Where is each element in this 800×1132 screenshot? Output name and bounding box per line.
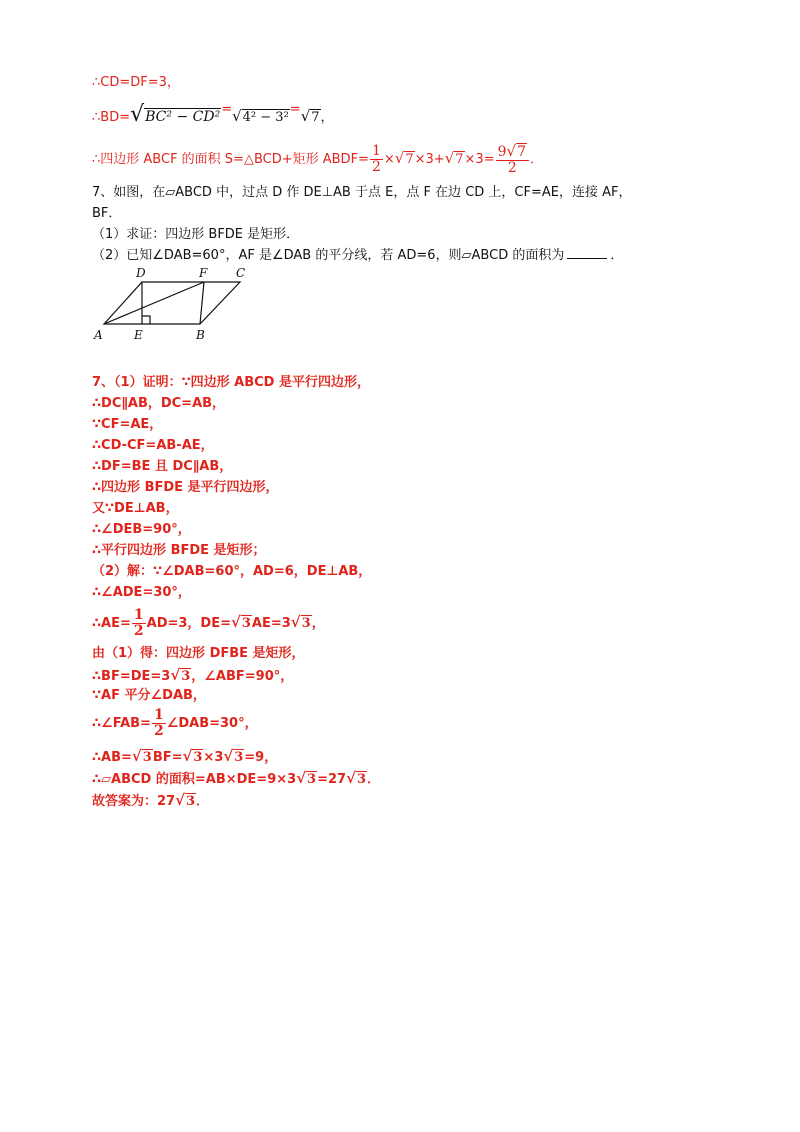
s16-fraction-half: $\frac{1}{2}$ (153, 707, 164, 739)
area-sqrt-2: √7 (444, 149, 464, 167)
solution-line-17 (92, 747, 277, 767)
label-f: F (199, 266, 208, 280)
parallelogram-abcd (104, 282, 240, 324)
answer-blank (567, 258, 607, 259)
label-c: C (236, 266, 246, 280)
solution-line-2: ∴DC∥AB，DC=AB， (92, 396, 226, 411)
solution-line-5: ∴DF=BE 且 DC∥AB， (92, 459, 233, 474)
label-e: E (134, 328, 143, 342)
part-2-end: ． (610, 248, 624, 263)
area-prefix: ∴四边形 ABCF 的面积 S=△BCD+矩形 ABDF= (92, 152, 369, 167)
bd-radical-2: √4² − 3² (232, 107, 289, 125)
s18-a: ∴▱ABCD 的面积=AB×DE=9×3 (92, 772, 297, 787)
segment-bf (200, 282, 204, 324)
s12-b: AD=3，DE= (146, 616, 231, 631)
s14-a: ∴BF=DE=3 (92, 669, 171, 684)
bd-eq-1: = (221, 102, 233, 117)
prev-line-cd-df: ∴CD=DF=3， (92, 75, 180, 90)
solution-line-10: （2）解：∵∠DAB=60°，AD=6，DE⊥AB， (92, 564, 372, 579)
solution-line-4: ∴CD-CF=AB-AE， (92, 438, 214, 453)
solution-line-12 (92, 604, 325, 640)
solution-line-16 (92, 706, 258, 742)
s12-a: ∴AE= (92, 616, 131, 631)
s18-sqrt-1: √3 (296, 769, 317, 787)
right-angle-mark (142, 316, 150, 324)
solution-answer-line (92, 791, 209, 811)
prev-line-bd (92, 100, 334, 130)
s17-c: ×3 (203, 750, 224, 765)
solution-line-1: 7、（1）证明：∵四边形 ABCD 是平行四边形， (92, 375, 370, 390)
bd-radical-3: √7 (300, 107, 320, 125)
s12-fraction-half: $\frac{1}{2}$ (133, 607, 144, 639)
parallelogram-figure (92, 264, 252, 344)
area-times: × (383, 152, 395, 167)
solution-line-11: ∴∠ADE=30°， (92, 585, 191, 600)
area-fraction-half: $\frac{1}{2}$ (371, 143, 381, 175)
s19-sqrt: √3 (175, 791, 195, 809)
s17-d: =9， (244, 750, 278, 765)
solution-line-18 (92, 769, 380, 789)
label-b: B (196, 328, 205, 342)
s17-sqrt-2: √3 (182, 747, 203, 765)
s12-sqrt-2: √3 (290, 613, 311, 631)
area-mid-3: ×3= (464, 152, 495, 167)
solution-line-9: ∴平行四边形 BFDE 是矩形； (92, 543, 266, 558)
area-sqrt-1: √7 (394, 149, 414, 167)
s16-a: ∴∠FAB= (92, 716, 151, 731)
s12-sqrt-1: √3 (231, 613, 251, 631)
s18-sqrt-2: √3 (346, 769, 366, 787)
bd-radical-1: √BC² − CD² (130, 102, 221, 127)
solution-line-8: ∴∠DEB=90°， (92, 522, 191, 537)
area-end: ． (530, 152, 544, 167)
s17-b: BF= (152, 750, 183, 765)
s12-c: AE=3 (251, 616, 291, 631)
s17-sqrt-3: √3 (223, 747, 244, 765)
label-a: A (94, 328, 103, 342)
s19-b: ． (196, 794, 210, 809)
solution-line-3: ∵CF=AE， (92, 417, 163, 432)
problem-statement-line-2: BF． (92, 206, 122, 221)
s18-c: ． (366, 772, 380, 787)
s19-a: 故答案为：27 (92, 794, 176, 809)
s17-sqrt-1: √3 (131, 747, 152, 765)
bd-prefix: ∴BD= (92, 110, 131, 125)
solution-line-7: 又∵DE⊥AB， (92, 501, 179, 516)
problem-statement-line-1: 7、如图，在▱ABCD 中，过点 D 作 DE⊥AB 于点 E，点 F 在边 CD 上，CF=AE，连接 AF， (92, 185, 632, 200)
solution-line-14 (92, 666, 293, 686)
solution-line-15: ∵AF 平分∠DAB， (92, 688, 206, 703)
area-mid-2: ×3+ (414, 152, 445, 167)
area-result-fraction: $\frac{9√7}{2}$ (496, 144, 529, 176)
problem-part-1: （1）求证：四边形 BFDE 是矩形． (92, 227, 300, 242)
s14-sqrt: √3 (170, 666, 191, 684)
solution-line-13: 由（1）得：四边形 DFBE 是矩形， (92, 646, 305, 661)
prev-line-area (92, 140, 543, 176)
s18-b: =27 (317, 772, 347, 787)
s17-a: ∴AB= (92, 750, 132, 765)
segment-af (104, 282, 204, 324)
solution-line-6: ∴四边形 BFDE 是平行四边形， (92, 480, 279, 495)
bd-end: ， (320, 110, 334, 125)
problem-part-2 (92, 247, 623, 265)
label-d: D (136, 266, 146, 280)
s12-d: ， (311, 616, 325, 631)
part-2-text: （2）已知∠DAB=60°，AF 是∠DAB 的平分线，若 AD=6，则▱ABCD 的面积为 (92, 248, 565, 263)
bd-eq-2: = (289, 102, 301, 117)
s14-b: ，∠ABF=90°， (191, 669, 294, 684)
s16-b: ∠DAB=30°， (166, 716, 258, 731)
